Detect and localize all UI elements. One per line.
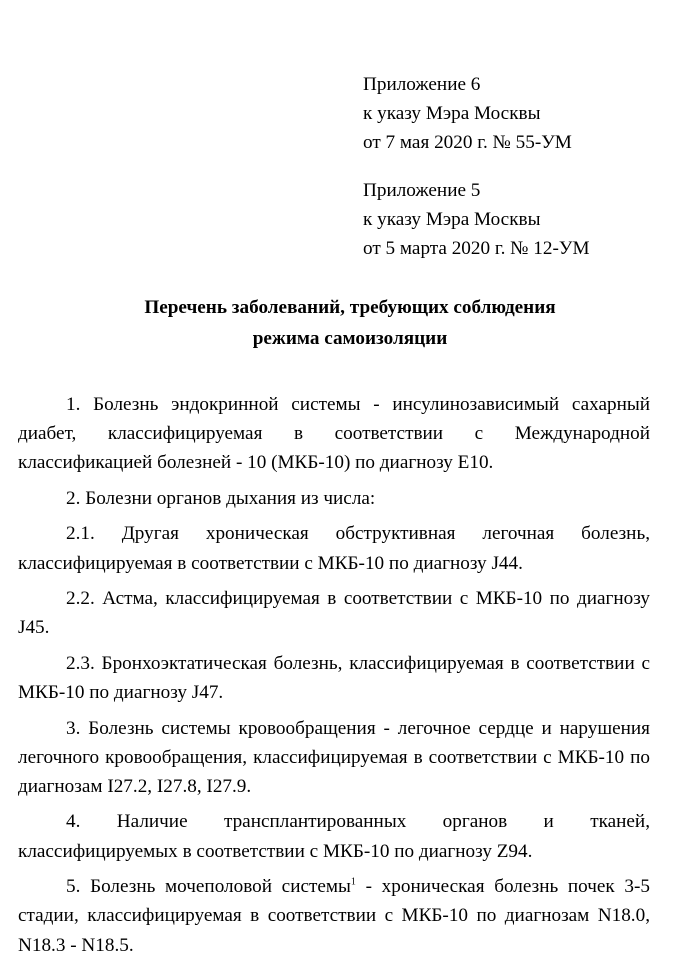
list-item-1: 1. Болезнь эндокринной системы - инсулинозависимый сахарный диабет, классифицируемая в соответствии с Международной классификацией болезней - 10 (МКБ-10) по диагнозу E10. <box>18 394 650 474</box>
appendix-5-decree: к указу Мэра Москвы <box>363 209 541 230</box>
document-title-line-1: Перечень заболеваний, требующих соблюдения <box>144 297 556 318</box>
appendix-6-date: от 7 мая 2020 г. № 55-УМ <box>363 132 572 153</box>
list-item-2-1: 2.1. Другая хроническая обструктивная легочная болезнь, классифицируемая в соответствии с МКБ-10 по диагнозу J44. <box>18 523 650 574</box>
footnote-marker: 1 <box>350 876 356 888</box>
appendix-5-number: Приложение 5 <box>363 180 481 201</box>
list-item-5-start: 5. Болезнь мочеполовой системы <box>66 876 351 898</box>
list-item-5-end: - хроническая болезнь почек 3-5 стадии, классифицируемая в соответствии с МКБ-10 по диагнозам N18.0, N18.3 - N18.5. <box>18 876 650 956</box>
appendix-6-decree: к указу Мэра Москвы <box>363 103 541 124</box>
list-item-3: 3. Болезнь системы кровообращения - легочное сердце и нарушения легочного кровообращения, классифицируемая в соответствии с МКБ-10 по диагнозам I27.2, I27.8, I27.9. <box>18 717 650 797</box>
list-item-5 <box>18 872 650 960</box>
list-item-2-3: 2.3. Бронхоэктатическая болезнь, классифицируемая в соответствии с МКБ-10 по диагнозу J47. <box>18 652 650 704</box>
appendix-5-header <box>363 176 590 263</box>
document-title <box>0 292 700 354</box>
list-item-2-2: 2.2. Астма, классифицируемая в соответствии с МКБ-10 по диагнозу J45. <box>18 588 650 639</box>
appendix-6-number: Приложение 6 <box>363 74 481 95</box>
list-item-2: 2. Болезни органов дыхания из числа: <box>66 487 376 509</box>
appendix-6-header <box>363 70 572 157</box>
document-title-line-2: режима самоизоляции <box>252 328 448 349</box>
list-item-4: 4. Наличие трансплантированных органов и тканей, классифицируемых в соответствии с МКБ-10 по диагнозу Z94. <box>18 811 650 862</box>
appendix-5-date: от 5 марта 2020 г. № 12-УМ <box>363 238 590 259</box>
disease-list <box>18 390 650 966</box>
